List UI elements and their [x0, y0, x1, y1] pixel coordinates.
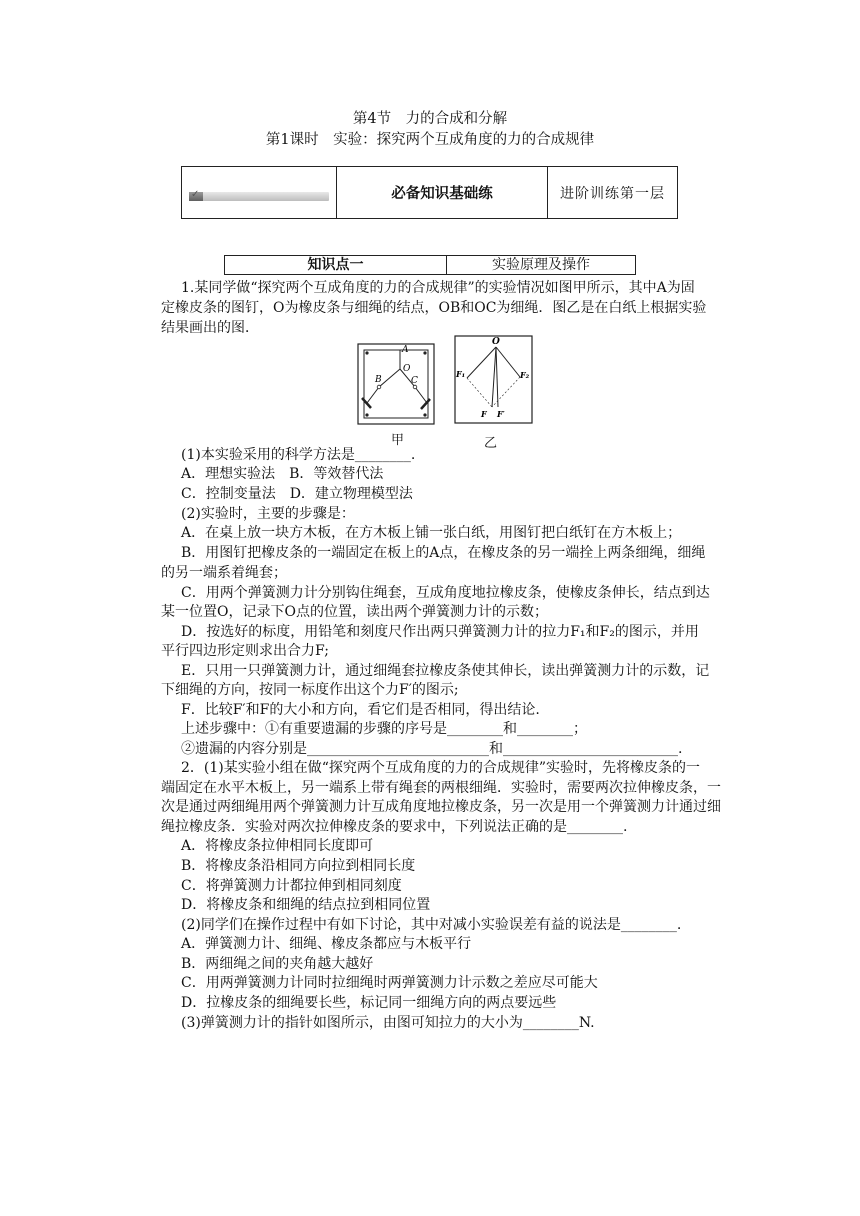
- q1-line-1: 1.某同学做“探究两个互成角度的力的合成规律”的实验情况如图甲所示，其中A为固: [181, 280, 695, 296]
- header-right: 进阶训练第一层: [560, 185, 665, 202]
- q1-line-2: 定橡皮条的图钉，O为橡皮条与细绳的结点，OB和OC为细绳．图乙是在白纸上根据实验: [161, 300, 707, 316]
- knowledge-point-topic: 实验原理及操作: [492, 257, 590, 273]
- check-icon: ✓: [191, 189, 200, 200]
- q2-line-1: 2．(1)某实验小组在做“探究两个互成角度的力的合成规律”实验时，先将橡皮条的一: [181, 760, 701, 776]
- progress-cell: [182, 167, 337, 218]
- q1-step-e-1: E．只用一只弹簧测力计，通过细绳套拉橡皮条使其伸长，读出弹簧测力计的示数，记: [181, 663, 710, 679]
- q1-step-c-1: C．用两个弹簧测力计分别钩住绳套，互成角度地拉橡皮条，使橡皮条伸长，结点到达: [181, 585, 710, 601]
- fig1-label-b: B: [375, 375, 382, 385]
- fig2-label-f2: F₂: [520, 370, 530, 380]
- q1-part1-options-ab: A．理想实验法 B．等效替代法: [181, 466, 384, 482]
- fig1-label-a: A: [402, 345, 409, 355]
- q1-step-d-1: D．按选好的标度，用铅笔和刻度尺作出两只弹簧测力计的拉力F₁和F₂的图示，并用: [181, 624, 699, 640]
- q2-line-2: 端固定在水平木板上，另一端系上带有绳套的两根细绳．实验时，需要两次拉伸橡皮条，一: [161, 780, 721, 796]
- q1-step-f: F．比较F′和F的大小和方向，看它们是否相同，得出结论.: [181, 702, 540, 718]
- lesson-title: 第1课时 实验：探究两个互成角度的力的合成规律: [265, 132, 595, 148]
- figure-jia-caption: 甲: [391, 433, 405, 448]
- q2-option-b: B．将橡皮条沿相同方向拉到相同长度: [181, 858, 416, 874]
- q2-option-d: D．将橡皮条和细绳的结点拉到相同位置: [181, 897, 431, 913]
- figure-yi-caption: 乙: [484, 436, 498, 451]
- header-middle: 必备知识基础练: [337, 167, 548, 218]
- knowledge-point-label: 知识点一: [225, 256, 447, 274]
- q2-part2-option-a: A．弹簧测力计、细绳、橡皮条都应与木板平行: [181, 936, 472, 952]
- q1-part2: (2)实验时，主要的步骤是：: [181, 506, 355, 522]
- header-box: [181, 166, 678, 219]
- q1-part1: (1)本实验采用的科学方法是________.: [181, 447, 416, 463]
- fig2-label-o: O: [492, 337, 500, 347]
- q2-line-4: 绳拉橡皮条．实验对两次拉伸橡皮条的要求中，下列说法正确的是________.: [161, 819, 628, 835]
- q1-line-3: 结果画出的图．: [161, 320, 259, 336]
- fig2-label-f1: F₁: [456, 369, 466, 379]
- q1-ask-1: 上述步骤中：①有重要遗漏的步骤的序号是________和________；: [181, 721, 587, 737]
- q2-part2-option-b: B．两细绳之间的夹角越大越好: [181, 956, 374, 972]
- q1-step-b-1: B．用图钉把橡皮条的一端固定在板上的A点，在橡皮条的另一端拴上两条细绳，细绳: [181, 545, 706, 561]
- q1-step-b-2: 的另一端系着绳套；: [161, 565, 287, 581]
- q1-step-c-2: 某一位置O，记录下O点的位置，读出两个弹簧测力计的示数；: [161, 604, 548, 620]
- knowledge-point-table: [224, 255, 636, 275]
- q1-part1-options-cd: C．控制变量法 D．建立物理模型法: [181, 486, 413, 502]
- q1-step-a: A．在桌上放一块方木板，在方木板上铺一张白纸，用图钉把白纸钉在方木板上；: [181, 525, 682, 541]
- q2-part2-option-c: C．用两弹簧测力计同时拉细绳时两弹簧测力计示数之差应尽可能大: [181, 975, 598, 991]
- fig1-label-c: C: [411, 376, 418, 386]
- fig1-label-o: O: [403, 364, 411, 374]
- q2-option-a: A．将橡皮条拉伸相同长度即可: [181, 838, 374, 854]
- q2-part2-option-d: D．拉橡皮条的细绳要长些，标记同一细绳方向的两点要远些: [181, 995, 557, 1011]
- q1-step-e-2: 下细绳的方向，按同一标度作出这个力F′的图示;: [161, 682, 459, 698]
- figure-yi: [454, 335, 533, 424]
- q1-ask-2: ②遗漏的内容分别是__________________________和_________________________.: [181, 741, 683, 757]
- q2-line-3: 次是通过两细绳用两个弹簧测力计互成角度地拉橡皮条，另一次是用一个弹簧测力计通过细: [161, 799, 721, 815]
- fig2-label-f: F: [481, 409, 487, 419]
- q2-option-c: C．将弹簧测力计都拉伸到相同刻度: [181, 878, 402, 894]
- figure-jia: [357, 343, 435, 425]
- section-title: 第4节 力的合成和分解: [352, 111, 508, 127]
- progress-bar: [189, 189, 329, 201]
- fig2-label-fprime: F′: [497, 409, 505, 419]
- q2-part3: (3)弹簧测力计的指针如图所示，由图可知拉力的大小为________N.: [181, 1015, 595, 1031]
- q1-step-d-2: 平行四边形定则求出合力F;: [161, 643, 329, 659]
- q2-part2: (2)同学们在操作过程中有如下讨论，其中对减小实验误差有益的说法是________.: [181, 917, 682, 933]
